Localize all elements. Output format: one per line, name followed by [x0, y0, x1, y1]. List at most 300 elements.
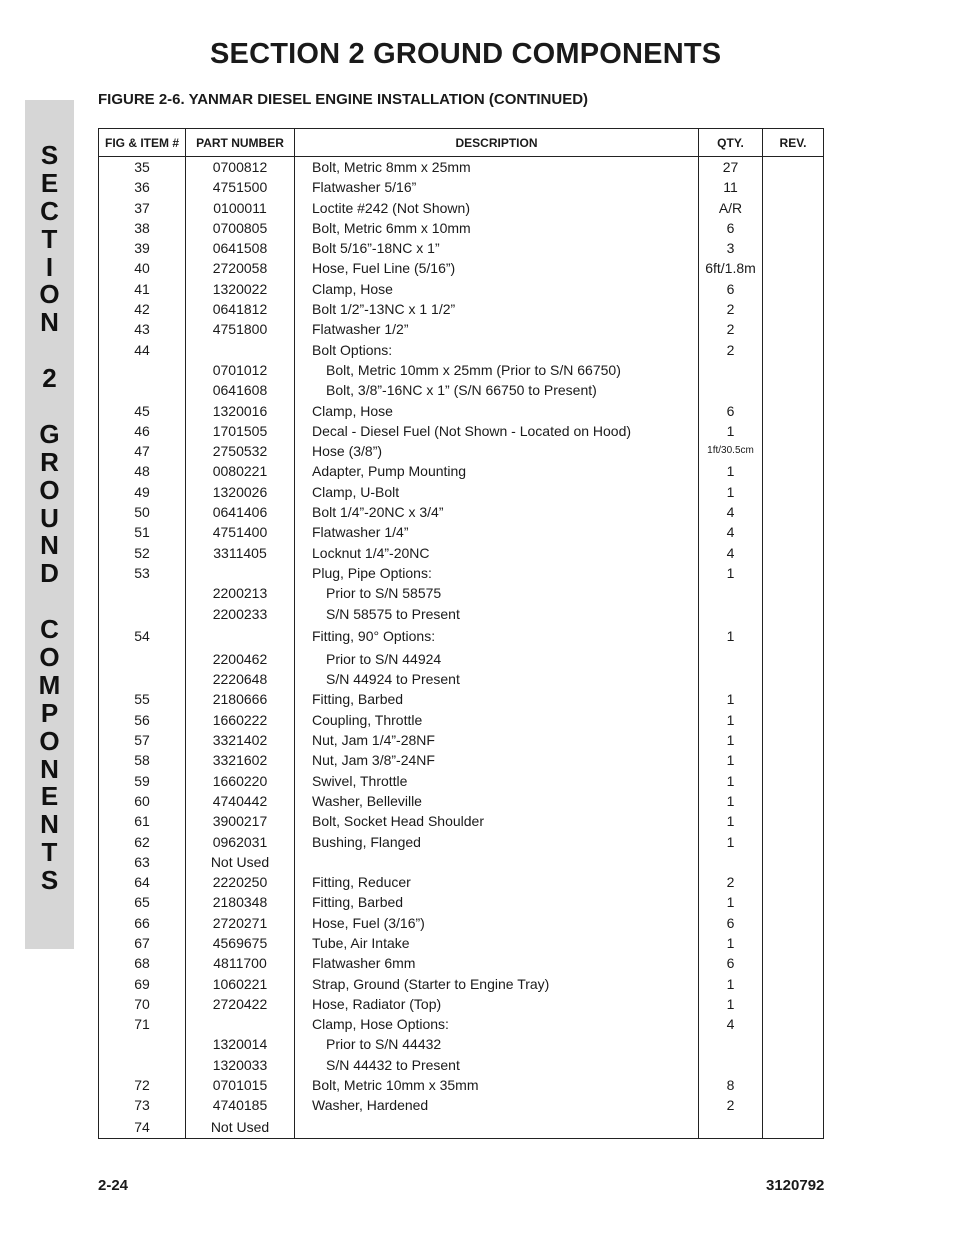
description-cell: Coupling, Throttle: [295, 710, 699, 730]
quantity-cell: 6: [699, 953, 763, 973]
description-cell: Bushing, Flanged: [295, 832, 699, 852]
description-cell: Bolt Options:: [295, 340, 699, 360]
revision-cell: [763, 872, 824, 892]
table-row: [99, 319, 824, 339]
item-number-cell: 61: [99, 811, 186, 831]
table-row: [99, 563, 824, 583]
item-number-cell: 59: [99, 771, 186, 791]
description-cell: Bolt, 3/8”-16NC x 1” (S/N 66750 to Present): [295, 380, 699, 400]
revision-cell: [763, 360, 824, 380]
description-cell: Hose (3/8”): [295, 441, 699, 461]
side-tab-letter: O: [39, 642, 60, 673]
part-number-cell: 4811700: [186, 953, 295, 973]
side-tab-letter: E: [40, 781, 59, 812]
part-number-cell: Not Used: [186, 1116, 295, 1139]
quantity-cell: 1: [699, 421, 763, 441]
side-tab-letter: C: [40, 614, 59, 645]
revision-cell: [763, 279, 824, 299]
part-number-cell: 1320033: [186, 1055, 295, 1075]
item-number-cell: 63: [99, 852, 186, 872]
table-row: [99, 1075, 824, 1095]
part-number-cell: 2750532: [186, 441, 295, 461]
part-number-cell: 0701012: [186, 360, 295, 380]
part-number-cell: 4740185: [186, 1095, 295, 1115]
table-header-row: [99, 129, 824, 157]
revision-cell: [763, 933, 824, 953]
revision-cell: [763, 750, 824, 770]
description-cell: Washer, Belleville: [295, 791, 699, 811]
description-cell: S/N 44432 to Present: [295, 1055, 699, 1075]
table-row: [99, 583, 824, 603]
table-row: [99, 832, 824, 852]
part-number-cell: 4740442: [186, 791, 295, 811]
revision-cell: [763, 340, 824, 360]
table-row: [99, 852, 824, 872]
description-cell: Flatwasher 1/4”: [295, 522, 699, 542]
item-number-cell: 58: [99, 750, 186, 770]
quantity-cell: 1: [699, 461, 763, 481]
item-number-cell: 54: [99, 624, 186, 649]
item-number-cell: [99, 604, 186, 624]
table-row: [99, 649, 824, 669]
quantity-cell: 6: [699, 218, 763, 238]
table-row: [99, 441, 824, 461]
quantity-cell: 1: [699, 771, 763, 791]
item-number-cell: 55: [99, 689, 186, 709]
quantity-cell: 4: [699, 502, 763, 522]
revision-cell: [763, 953, 824, 973]
table-row: [99, 461, 824, 481]
revision-cell: [763, 771, 824, 791]
description-cell: Strap, Ground (Starter to Engine Tray): [295, 974, 699, 994]
table-row: [99, 177, 824, 197]
side-tab-letter: O: [39, 474, 60, 505]
part-number-cell: 0641508: [186, 238, 295, 258]
quantity-cell: 1: [699, 791, 763, 811]
side-tab-letter: T: [41, 223, 58, 254]
part-number-cell: Not Used: [186, 852, 295, 872]
table-row: [99, 933, 824, 953]
table-row: [99, 1034, 824, 1054]
figure-title: FIGURE 2-6. YANMAR DIESEL ENGINE INSTALLATION (CONTINUED): [98, 91, 589, 108]
table-row: [99, 360, 824, 380]
quantity-cell: 3: [699, 238, 763, 258]
description-cell: Locknut 1/4”-20NC: [295, 543, 699, 563]
description-cell: S/N 44924 to Present: [295, 669, 699, 689]
item-number-cell: 40: [99, 258, 186, 278]
quantity-cell: 6: [699, 913, 763, 933]
item-number-cell: 47: [99, 441, 186, 461]
description-cell: Bolt 5/16”-18NC x 1”: [295, 238, 699, 258]
part-number-cell: 1660222: [186, 710, 295, 730]
quantity-cell: [699, 1034, 763, 1054]
description-cell: Clamp, U-Bolt: [295, 482, 699, 502]
quantity-cell: 1: [699, 994, 763, 1014]
part-number-cell: 0700812: [186, 157, 295, 178]
part-number-cell: 0641608: [186, 380, 295, 400]
side-tab-letter: N: [40, 753, 59, 784]
quantity-cell: 11: [699, 177, 763, 197]
revision-cell: [763, 258, 824, 278]
revision-cell: [763, 852, 824, 872]
table-row: [99, 872, 824, 892]
part-number-cell: 4751800: [186, 319, 295, 339]
part-number-cell: 0100011: [186, 198, 295, 218]
description-cell: Prior to S/N 58575: [295, 583, 699, 603]
part-number-cell: 0641406: [186, 502, 295, 522]
side-tab-letter: N: [40, 809, 59, 840]
revision-cell: [763, 1075, 824, 1095]
part-number-cell: 2720422: [186, 994, 295, 1014]
description-cell: [295, 852, 699, 872]
table-row: [99, 543, 824, 563]
part-number-cell: 2220250: [186, 872, 295, 892]
header-item: FIG & ITEM #: [99, 129, 186, 157]
revision-cell: [763, 892, 824, 912]
side-tab-letter: I: [45, 251, 54, 282]
item-number-cell: 51: [99, 522, 186, 542]
revision-cell: [763, 913, 824, 933]
description-cell: S/N 58575 to Present: [295, 604, 699, 624]
quantity-cell: 4: [699, 543, 763, 563]
side-tab-letter: S: [40, 140, 59, 170]
revision-cell: [763, 811, 824, 831]
item-number-cell: 46: [99, 421, 186, 441]
item-number-cell: 35: [99, 157, 186, 178]
quantity-cell: 1: [699, 689, 763, 709]
part-number-cell: 2180666: [186, 689, 295, 709]
item-number-cell: [99, 649, 186, 669]
item-number-cell: 39: [99, 238, 186, 258]
quantity-cell: 1: [699, 974, 763, 994]
revision-cell: [763, 157, 824, 178]
item-number-cell: 74: [99, 1116, 186, 1139]
part-number-cell: 4569675: [186, 933, 295, 953]
description-cell: Bolt, Metric 10mm x 35mm: [295, 1075, 699, 1095]
revision-cell: [763, 1095, 824, 1115]
description-cell: Adapter, Pump Mounting: [295, 461, 699, 481]
revision-cell: [763, 401, 824, 421]
part-number-cell: 2200462: [186, 649, 295, 669]
side-tab-letter: O: [39, 279, 60, 310]
table-row: [99, 380, 824, 400]
description-cell: Clamp, Hose Options:: [295, 1014, 699, 1034]
quantity-cell: 1: [699, 710, 763, 730]
side-tab-letters: [25, 142, 74, 895]
item-number-cell: 73: [99, 1095, 186, 1115]
revision-cell: [763, 421, 824, 441]
description-cell: Hose, Fuel (3/16”): [295, 913, 699, 933]
item-number-cell: 38: [99, 218, 186, 238]
table-row: [99, 1055, 824, 1075]
part-number-cell: 2720058: [186, 258, 295, 278]
description-cell: Loctite #242 (Not Shown): [295, 198, 699, 218]
table-row: [99, 913, 824, 933]
quantity-cell: 1: [699, 482, 763, 502]
quantity-cell: [699, 583, 763, 603]
revision-cell: [763, 624, 824, 649]
revision-cell: [763, 710, 824, 730]
table-row: [99, 974, 824, 994]
side-tab-letter: 2: [42, 363, 57, 394]
revision-cell: [763, 218, 824, 238]
side-tab-letter: P: [40, 697, 59, 728]
table-row: [99, 482, 824, 502]
part-number-cell: [186, 563, 295, 583]
table-row: [99, 522, 824, 542]
revision-cell: [763, 238, 824, 258]
revision-cell: [763, 177, 824, 197]
part-number-cell: 2200213: [186, 583, 295, 603]
revision-cell: [763, 441, 824, 461]
side-tab-letter: N: [40, 307, 59, 338]
part-number-cell: 1701505: [186, 421, 295, 441]
side-tab-letter: E: [40, 167, 59, 198]
part-number-cell: 1320026: [186, 482, 295, 502]
table-row: [99, 994, 824, 1014]
item-number-cell: 49: [99, 482, 186, 502]
quantity-cell: 2: [699, 340, 763, 360]
table-row: [99, 157, 824, 178]
revision-cell: [763, 994, 824, 1014]
quantity-cell: 1: [699, 832, 763, 852]
item-number-cell: 43: [99, 319, 186, 339]
revision-cell: [763, 791, 824, 811]
quantity-cell: 27: [699, 157, 763, 178]
table-row: [99, 892, 824, 912]
item-number-cell: 37: [99, 198, 186, 218]
quantity-cell: 1: [699, 750, 763, 770]
quantity-cell: A/R: [699, 198, 763, 218]
table-row: [99, 502, 824, 522]
item-number-cell: 52: [99, 543, 186, 563]
part-number-cell: 1320014: [186, 1034, 295, 1054]
table-row: [99, 689, 824, 709]
table-row: [99, 299, 824, 319]
description-cell: Swivel, Throttle: [295, 771, 699, 791]
item-number-cell: 70: [99, 994, 186, 1014]
description-cell: Clamp, Hose: [295, 401, 699, 421]
side-tab-letter: T: [41, 837, 58, 868]
description-cell: Prior to S/N 44924: [295, 649, 699, 669]
table-row: [99, 953, 824, 973]
side-tab-letter: D: [40, 558, 59, 589]
part-number-cell: [186, 1014, 295, 1034]
part-number-cell: 3900217: [186, 811, 295, 831]
table-row: [99, 1116, 824, 1139]
quantity-cell: [699, 1055, 763, 1075]
part-number-cell: 0700805: [186, 218, 295, 238]
quantity-cell: [699, 649, 763, 669]
revision-cell: [763, 583, 824, 603]
quantity-cell: 1ft/30.5cm: [699, 441, 763, 461]
revision-cell: [763, 543, 824, 563]
description-cell: Fitting, Barbed: [295, 689, 699, 709]
description-cell: Hose, Fuel Line (5/16”): [295, 258, 699, 278]
description-cell: Flatwasher 6mm: [295, 953, 699, 973]
part-number-cell: 0641812: [186, 299, 295, 319]
item-number-cell: 64: [99, 872, 186, 892]
header-description: DESCRIPTION: [295, 129, 699, 157]
quantity-cell: 1: [699, 892, 763, 912]
parts-table: [98, 128, 824, 1139]
item-number-cell: 68: [99, 953, 186, 973]
revision-cell: [763, 1116, 824, 1139]
revision-cell: [763, 1034, 824, 1054]
table-row: [99, 279, 824, 299]
section-title: SECTION 2 GROUND COMPONENTS: [210, 38, 722, 70]
item-number-cell: 66: [99, 913, 186, 933]
item-number-cell: [99, 360, 186, 380]
part-number-cell: 4751400: [186, 522, 295, 542]
table-row: [99, 771, 824, 791]
part-number-cell: 0080221: [186, 461, 295, 481]
part-number-cell: [186, 624, 295, 649]
description-cell: Nut, Jam 1/4”-28NF: [295, 730, 699, 750]
revision-cell: [763, 522, 824, 542]
side-tab-letter: U: [40, 502, 59, 533]
table-row: [99, 624, 824, 649]
part-number-cell: 2180348: [186, 892, 295, 912]
table-row: [99, 258, 824, 278]
description-cell: [295, 1116, 699, 1139]
header-part-number: PART NUMBER: [186, 129, 295, 157]
revision-cell: [763, 832, 824, 852]
table-row: [99, 710, 824, 730]
part-number-cell: 2720271: [186, 913, 295, 933]
description-cell: Hose, Radiator (Top): [295, 994, 699, 1014]
quantity-cell: 1: [699, 563, 763, 583]
quantity-cell: 2: [699, 319, 763, 339]
revision-cell: [763, 669, 824, 689]
description-cell: Bolt 1/4”-20NC x 3/4”: [295, 502, 699, 522]
item-number-cell: 50: [99, 502, 186, 522]
table-row: [99, 238, 824, 258]
table-row: [99, 1014, 824, 1034]
item-number-cell: 42: [99, 299, 186, 319]
description-cell: Bolt, Metric 6mm x 10mm: [295, 218, 699, 238]
table-row: [99, 730, 824, 750]
description-cell: Plug, Pipe Options:: [295, 563, 699, 583]
side-tab-letter: O: [39, 725, 60, 756]
description-cell: Tube, Air Intake: [295, 933, 699, 953]
item-number-cell: 65: [99, 892, 186, 912]
page-number: 2-24: [98, 1177, 129, 1194]
side-tab-letter: S: [40, 865, 59, 896]
description-cell: Bolt, Socket Head Shoulder: [295, 811, 699, 831]
side-tab-letter: N: [40, 530, 59, 561]
side-tab-letter: M: [38, 669, 61, 700]
part-number-cell: 4751500: [186, 177, 295, 197]
part-number-cell: 1320022: [186, 279, 295, 299]
document-number: 3120792: [766, 1177, 825, 1194]
revision-cell: [763, 730, 824, 750]
table-row: [99, 340, 824, 360]
item-number-cell: 45: [99, 401, 186, 421]
quantity-cell: 6: [699, 401, 763, 421]
part-number-cell: 1320016: [186, 401, 295, 421]
description-cell: Prior to S/N 44432: [295, 1034, 699, 1054]
table-row: [99, 604, 824, 624]
item-number-cell: [99, 380, 186, 400]
item-number-cell: 48: [99, 461, 186, 481]
table-row: [99, 401, 824, 421]
quantity-cell: [699, 852, 763, 872]
description-cell: Bolt, Metric 10mm x 25mm (Prior to S/N 66750): [295, 360, 699, 380]
revision-cell: [763, 502, 824, 522]
quantity-cell: [699, 1116, 763, 1139]
part-number-cell: [186, 340, 295, 360]
item-number-cell: 72: [99, 1075, 186, 1095]
revision-cell: [763, 649, 824, 669]
description-cell: Washer, Hardened: [295, 1095, 699, 1115]
side-tab-letter: G: [39, 418, 60, 449]
table-body: [99, 157, 824, 1139]
part-number-cell: 2220648: [186, 669, 295, 689]
quantity-cell: [699, 360, 763, 380]
part-number-cell: 1660220: [186, 771, 295, 791]
quantity-cell: 6: [699, 279, 763, 299]
revision-cell: [763, 604, 824, 624]
section-side-tab: [25, 100, 74, 949]
part-number-cell: 1060221: [186, 974, 295, 994]
revision-cell: [763, 1055, 824, 1075]
quantity-cell: 4: [699, 1014, 763, 1034]
quantity-cell: 2: [699, 872, 763, 892]
table-row: [99, 421, 824, 441]
quantity-cell: 8: [699, 1075, 763, 1095]
item-number-cell: [99, 1055, 186, 1075]
table-row: [99, 198, 824, 218]
revision-cell: [763, 1014, 824, 1034]
quantity-cell: [699, 669, 763, 689]
revision-cell: [763, 299, 824, 319]
part-number-cell: 0962031: [186, 832, 295, 852]
item-number-cell: 62: [99, 832, 186, 852]
description-cell: Fitting, Barbed: [295, 892, 699, 912]
side-tab-letter: R: [40, 446, 59, 477]
item-number-cell: 44: [99, 340, 186, 360]
description-cell: Decal - Diesel Fuel (Not Shown - Located on Hood): [295, 421, 699, 441]
quantity-cell: 1: [699, 933, 763, 953]
item-number-cell: 57: [99, 730, 186, 750]
quantity-cell: 6ft/1.8m: [699, 258, 763, 278]
quantity-cell: [699, 604, 763, 624]
item-number-cell: 67: [99, 933, 186, 953]
quantity-cell: 1: [699, 624, 763, 649]
description-cell: Fitting, 90° Options:: [295, 624, 699, 649]
item-number-cell: 56: [99, 710, 186, 730]
quantity-cell: [699, 380, 763, 400]
description-cell: Flatwasher 1/2”: [295, 319, 699, 339]
item-number-cell: 36: [99, 177, 186, 197]
table-row: [99, 791, 824, 811]
item-number-cell: [99, 583, 186, 603]
revision-cell: [763, 461, 824, 481]
item-number-cell: 53: [99, 563, 186, 583]
side-tab-letter: C: [40, 195, 59, 226]
part-number-cell: 3321602: [186, 750, 295, 770]
table-row: [99, 811, 824, 831]
item-number-cell: 69: [99, 974, 186, 994]
description-cell: Flatwasher 5/16”: [295, 177, 699, 197]
quantity-cell: 1: [699, 811, 763, 831]
revision-cell: [763, 563, 824, 583]
revision-cell: [763, 380, 824, 400]
revision-cell: [763, 974, 824, 994]
part-number-cell: 2200233: [186, 604, 295, 624]
item-number-cell: [99, 1034, 186, 1054]
